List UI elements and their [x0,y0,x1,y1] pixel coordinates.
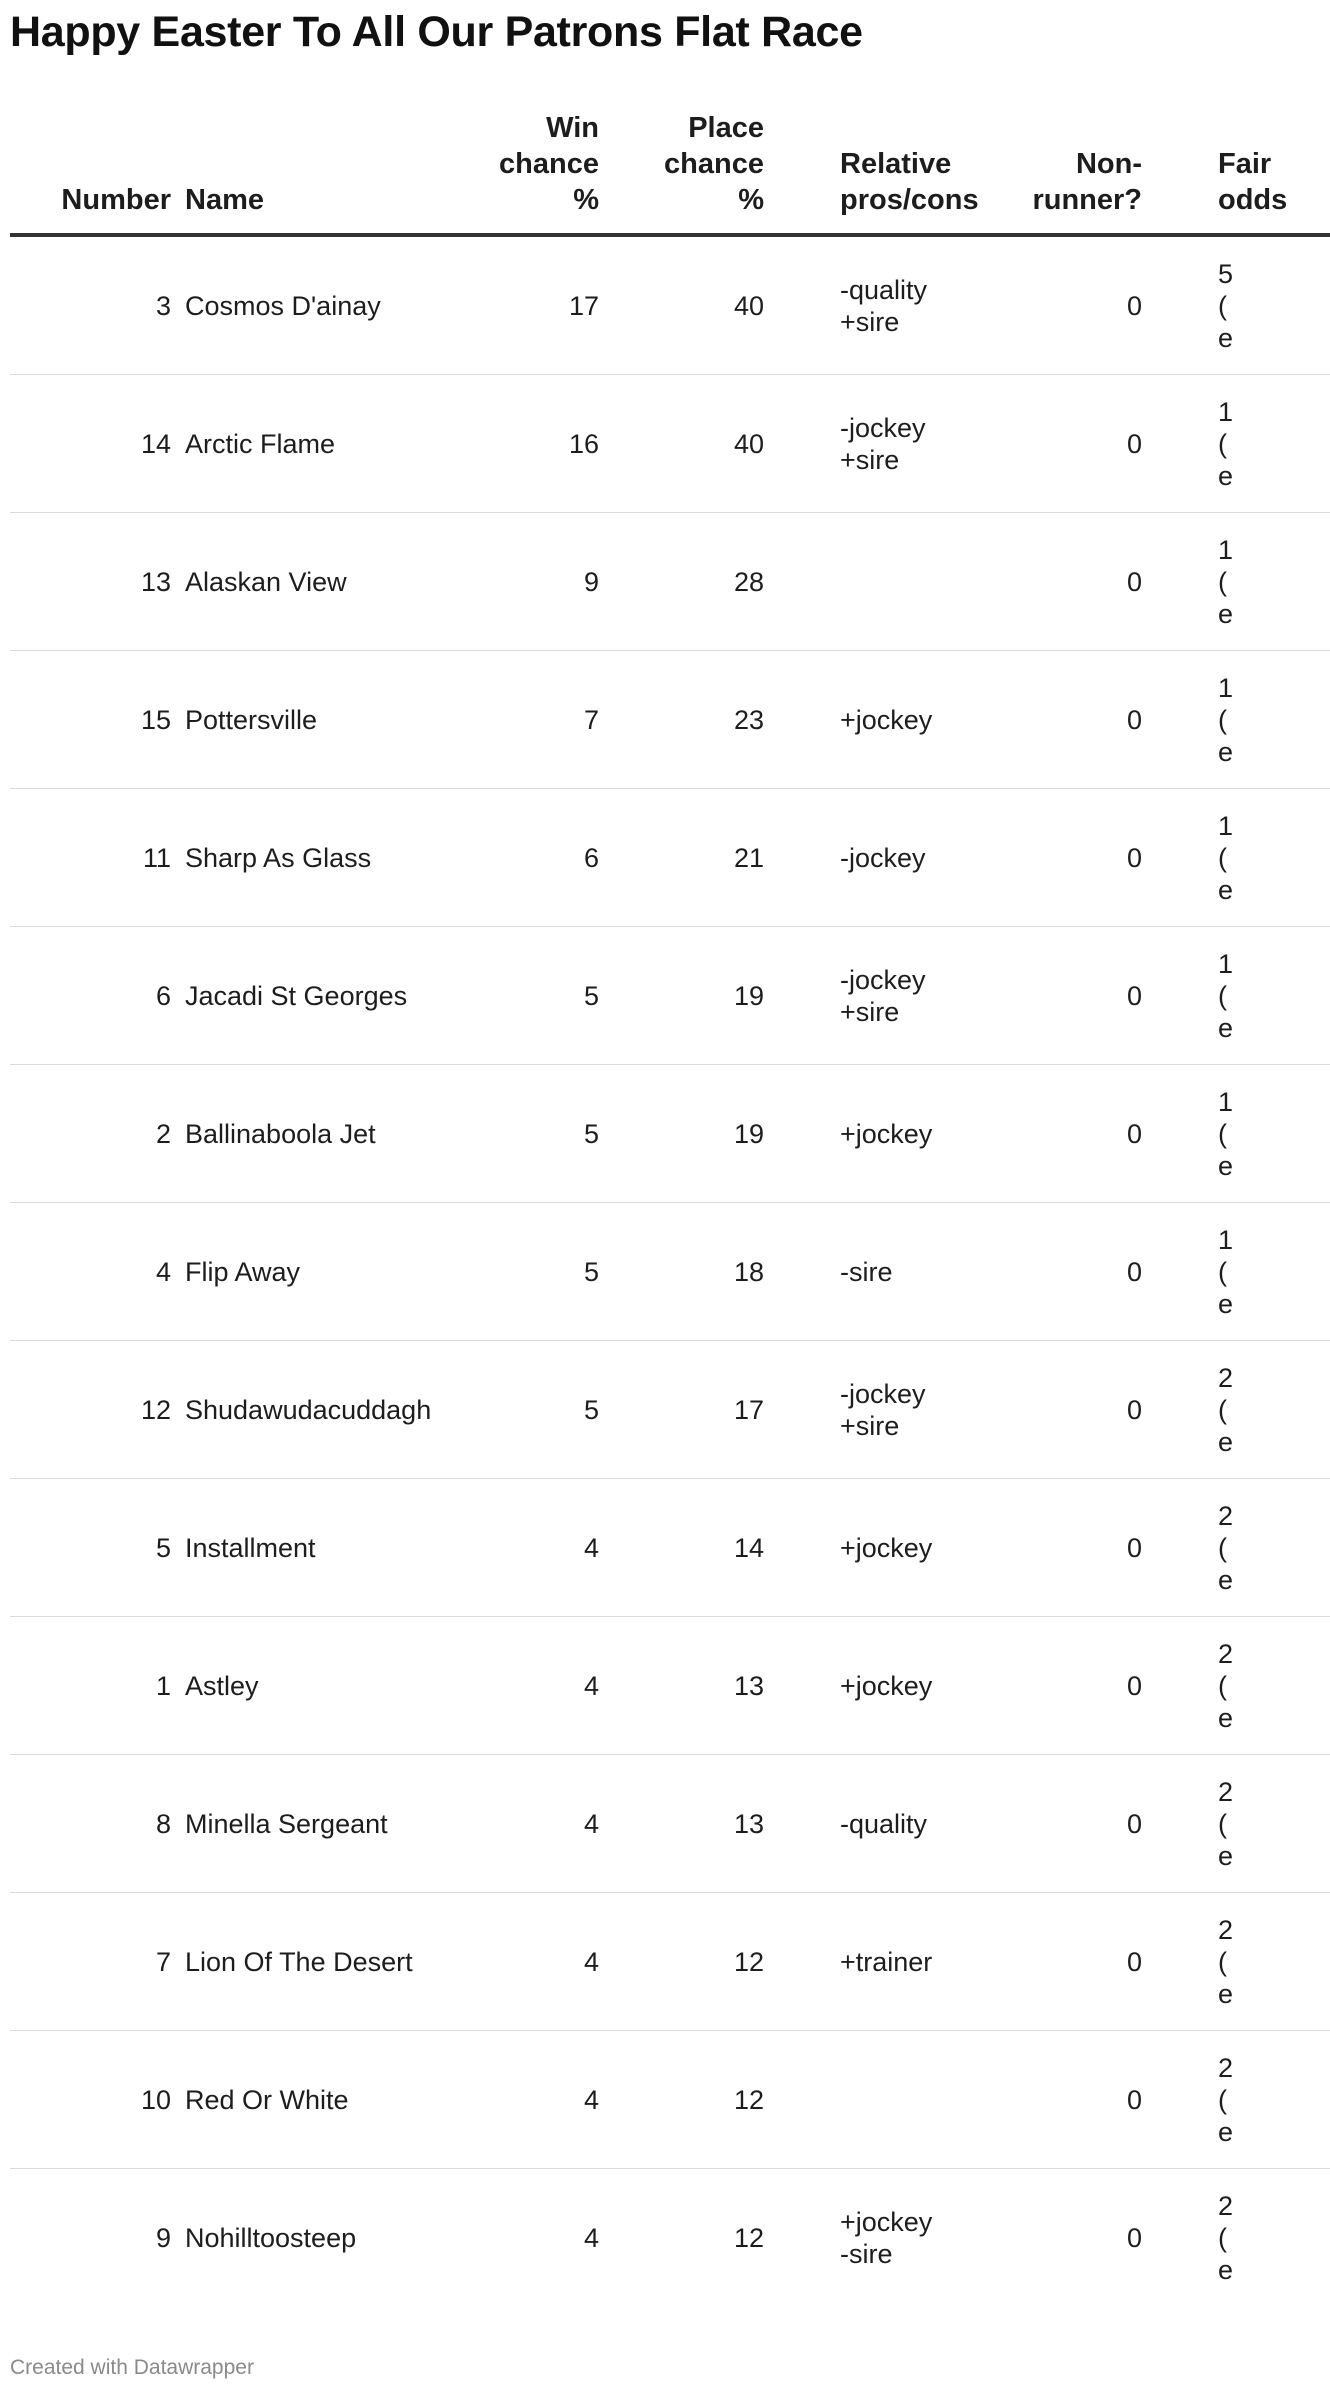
cell-line: 1 [1218,1086,1234,1117]
cell-line: ( [1218,842,1227,873]
cell-nr: 0 [978,1203,1156,1341]
cell-name: Jacadi St Georges [185,927,445,1065]
cell-rel [778,2031,978,2169]
cell-odds [1156,1203,1330,1341]
cell-line: e [1218,1564,1234,1595]
cell-win: 4 [583,2222,599,2253]
cell-number: 1 [10,1617,185,1755]
cell-nr: 0 [978,1893,1156,2031]
cell-number: 4 [10,1203,185,1341]
cell-number: 15 [10,651,185,789]
column-header-odds [1156,110,1330,235]
cell-line: -jockey [840,1378,926,1409]
page-title: Happy Easter To All Our Patrons Flat Race [10,8,863,56]
cell-rel [778,1065,978,1203]
cell-line: 2 [1218,1638,1234,1669]
cell-place: 13 [613,1755,778,1893]
cell-rel [778,789,978,927]
cell-line: e [1218,736,1234,767]
cell-name: Astley [185,1617,445,1755]
column-header-text: % [738,184,764,216]
cell-place: 13 [613,1617,778,1755]
cell-line: -quality [840,1808,928,1839]
cell-nr: 0 [978,1617,1156,1755]
cell-odds [1156,1755,1330,1893]
column-header-text: Fair [1218,148,1272,180]
cell-win: 5 [445,927,613,1065]
cell-nr: 0 [1126,2222,1142,2253]
cell-number: 5 [10,1479,185,1617]
cell-line: e [1218,1150,1234,1181]
cell-name: Sharp As Glass [185,789,445,927]
cell-rel [778,927,978,1065]
cell-rel [778,375,978,513]
cell-nr: 0 [978,375,1156,513]
cell-line: ( [1218,290,1227,321]
table-row [10,1065,1330,1203]
cell-line: ( [1218,1118,1227,1149]
cell-odds [1156,789,1330,927]
cell-win: 7 [445,651,613,789]
cell-line: 1 [1218,1224,1234,1255]
column-header-win [445,110,613,235]
cell-place: 40 [613,235,778,375]
cell-rel [778,1341,978,1479]
cell-line: ( [1218,428,1227,459]
header-row [10,110,1330,235]
cell-number: 6 [10,927,185,1065]
cell-line: e [1218,1288,1234,1319]
cell-line: e [1218,322,1234,353]
cell-line: -jockey [840,964,926,995]
table-row [10,2031,1330,2169]
cell-name: Arctic Flame [185,375,445,513]
cell-line: ( [1218,1670,1227,1701]
cell-line: 2 [1218,2190,1234,2221]
column-header-text: chance [499,148,599,180]
cell-win: 9 [445,513,613,651]
cell-name: Red Or White [185,2031,445,2169]
cell-win: 5 [445,1065,613,1203]
column-header-text: runner? [1032,184,1142,216]
cell-odds [1156,651,1330,789]
cell-odds [1156,2169,1330,2307]
cell-nr: 0 [978,513,1156,651]
cell-line: e [1218,1702,1234,1733]
cell-line: 2 [1218,1776,1234,1807]
cell-odds [1156,1479,1330,1617]
cell-nr: 0 [978,1755,1156,1893]
cell-line: 1 [1218,948,1234,979]
cell-line: -sire [840,2238,893,2269]
cell-line: 2 [1218,2052,1234,2083]
cell-line: +jockey [840,1532,933,1563]
cell-win: 5 [445,1203,613,1341]
column-header-text: Name [185,184,264,216]
cell-line: 5 [1218,258,1234,289]
cell-rel [778,1893,978,2031]
cell-line: -sire [840,1256,893,1287]
cell-number: 13 [10,513,185,651]
cell-number: 2 [10,1065,185,1203]
cell-nr: 0 [978,2031,1156,2169]
column-header-text: Non- [1075,148,1142,180]
cell-line: ( [1218,1394,1227,1425]
cell-place: 18 [613,1203,778,1341]
cell-line: 2 [1218,1914,1234,1945]
cell-line: e [1218,460,1234,491]
cell-place: 28 [613,513,778,651]
cell-line: 1 [1218,672,1234,703]
cell-number: 14 [10,375,185,513]
table-row [10,2169,1330,2307]
cell-line: +sire [840,1410,900,1441]
cell-win: 5 [445,1341,613,1479]
cell-name: Installment [185,1479,445,1617]
cell-place: 21 [613,789,778,927]
table-row [10,1893,1330,2031]
column-header-number [10,110,185,235]
column-header-text: odds [1218,184,1288,216]
cell-name: Alaskan View [185,513,445,651]
table-row [10,1341,1330,1479]
cell-number: 8 [10,1755,185,1893]
cell-line: 1 [1218,810,1234,841]
cell-line: e [1218,1840,1234,1871]
cell-nr: 0 [978,1341,1156,1479]
cell-nr: 0 [978,235,1156,375]
cell-odds [1156,1617,1330,1755]
column-header-text: Relative [840,148,952,180]
cell-win: 4 [445,1755,613,1893]
table-row [10,375,1330,513]
table-row [10,235,1330,375]
cell-line: +jockey [840,1118,933,1149]
cell-line: ( [1218,2222,1227,2253]
cell-line: +jockey [840,2206,933,2237]
cell-win: 17 [445,235,613,375]
cell-name: Shudawudacuddagh [185,1341,445,1479]
cell-name: Cosmos D'ainay [185,235,445,375]
cell-win: 16 [445,375,613,513]
table-row [10,1617,1330,1755]
cell-line: e [1218,2254,1234,2285]
cell-line: 1 [1218,396,1234,427]
cell-line: ( [1218,1532,1227,1563]
cell-nr: 0 [978,1479,1156,1617]
column-header-nr [978,110,1156,235]
cell-line: ( [1218,980,1227,1011]
cell-nr: 0 [978,789,1156,927]
cell-line: ( [1218,1946,1227,1977]
table-row [10,927,1330,1065]
cell-line: +jockey [840,1670,933,1701]
column-header-text: Place [688,112,764,144]
cell-name: Nohilltoosteep [185,2222,357,2253]
cell-number: 3 [10,235,185,375]
cell-number: 10 [10,2031,185,2169]
column-header-text: Number [61,184,171,216]
cell-name: Flip Away [185,1203,445,1341]
cell-win: 6 [445,789,613,927]
cell-rel [778,651,978,789]
cell-odds [1156,2031,1330,2169]
cell-win: 4 [445,1617,613,1755]
cell-place: 40 [613,375,778,513]
cell-place: 23 [613,651,778,789]
column-header-place [613,110,778,235]
cell-line: 2 [1218,1500,1234,1531]
cell-number: 12 [10,1341,185,1479]
column-header-name [185,110,445,235]
cell-line: 2 [1218,1362,1234,1393]
cell-line: e [1218,1012,1234,1043]
cell-nr: 0 [978,651,1156,789]
cell-number: 7 [10,1893,185,2031]
cell-line: +sire [840,996,900,1027]
race-table-container [10,110,1288,2306]
cell-odds [1156,1341,1330,1479]
cell-line: -jockey [840,412,926,443]
cell-line: ( [1218,566,1227,597]
cell-line: 1 [1218,534,1234,565]
table-header [10,110,1330,235]
cell-line: ( [1218,2084,1227,2115]
cell-rel [778,1755,978,1893]
cell-name: Pottersville [185,651,445,789]
cell-odds [1156,927,1330,1065]
cell-name: Lion Of The Desert [185,1893,445,2031]
cell-line: e [1218,1978,1234,2009]
cell-line: e [1218,874,1234,905]
column-header-text: Win [546,112,599,144]
cell-odds [1156,513,1330,651]
cell-name: Minella Sergeant [185,1755,445,1893]
cell-odds [1156,1893,1330,2031]
cell-odds [1156,1065,1330,1203]
cell-place: 12 [613,2031,778,2169]
cell-place: 14 [613,1479,778,1617]
cell-nr: 0 [978,927,1156,1065]
cell-line: +jockey [840,704,933,735]
cell-nr: 0 [978,1065,1156,1203]
cell-number: 11 [10,789,185,927]
cell-place: 19 [613,927,778,1065]
table-row [10,789,1330,927]
cell-line: ( [1218,1256,1227,1287]
cell-rel [778,235,978,375]
cell-name: Ballinaboola Jet [185,1065,445,1203]
cell-rel [778,1479,978,1617]
cell-line: -quality [840,274,928,305]
cell-place: 17 [613,1341,778,1479]
cell-line: +sire [840,444,900,475]
table-row [10,513,1330,651]
cell-rel [778,1203,978,1341]
cell-win: 4 [445,2031,613,2169]
column-header-rel [778,110,978,235]
table-row [10,1479,1330,1617]
table-row [10,1203,1330,1341]
cell-line: -jockey [840,842,926,873]
cell-line: ( [1218,704,1227,735]
credit-footer: Created with Datawrapper [10,2356,254,2379]
cell-line: ( [1218,1808,1227,1839]
cell-place: 19 [613,1065,778,1203]
cell-line: +sire [840,306,900,337]
cell-rel [778,513,978,651]
cell-odds [1156,375,1330,513]
cell-win: 4 [445,1479,613,1617]
cell-place: 12 [733,2222,764,2253]
table-row [10,1755,1330,1893]
cell-rel [778,1617,978,1755]
race-table [10,110,1330,2306]
table-body [10,235,1330,2306]
column-header-text: chance [664,148,764,180]
column-header-text: pros/cons [840,184,979,216]
table-row [10,651,1330,789]
cell-rel [778,2169,978,2307]
cell-line: +trainer [840,1946,933,1977]
cell-place: 12 [613,1893,778,2031]
cell-win: 4 [445,1893,613,2031]
cell-line: e [1218,2116,1234,2147]
cell-line: e [1218,598,1234,629]
column-header-text: % [573,184,599,216]
cell-odds [1156,235,1330,375]
cell-line: e [1218,1426,1234,1457]
cell-number: 9 [155,2222,171,2253]
